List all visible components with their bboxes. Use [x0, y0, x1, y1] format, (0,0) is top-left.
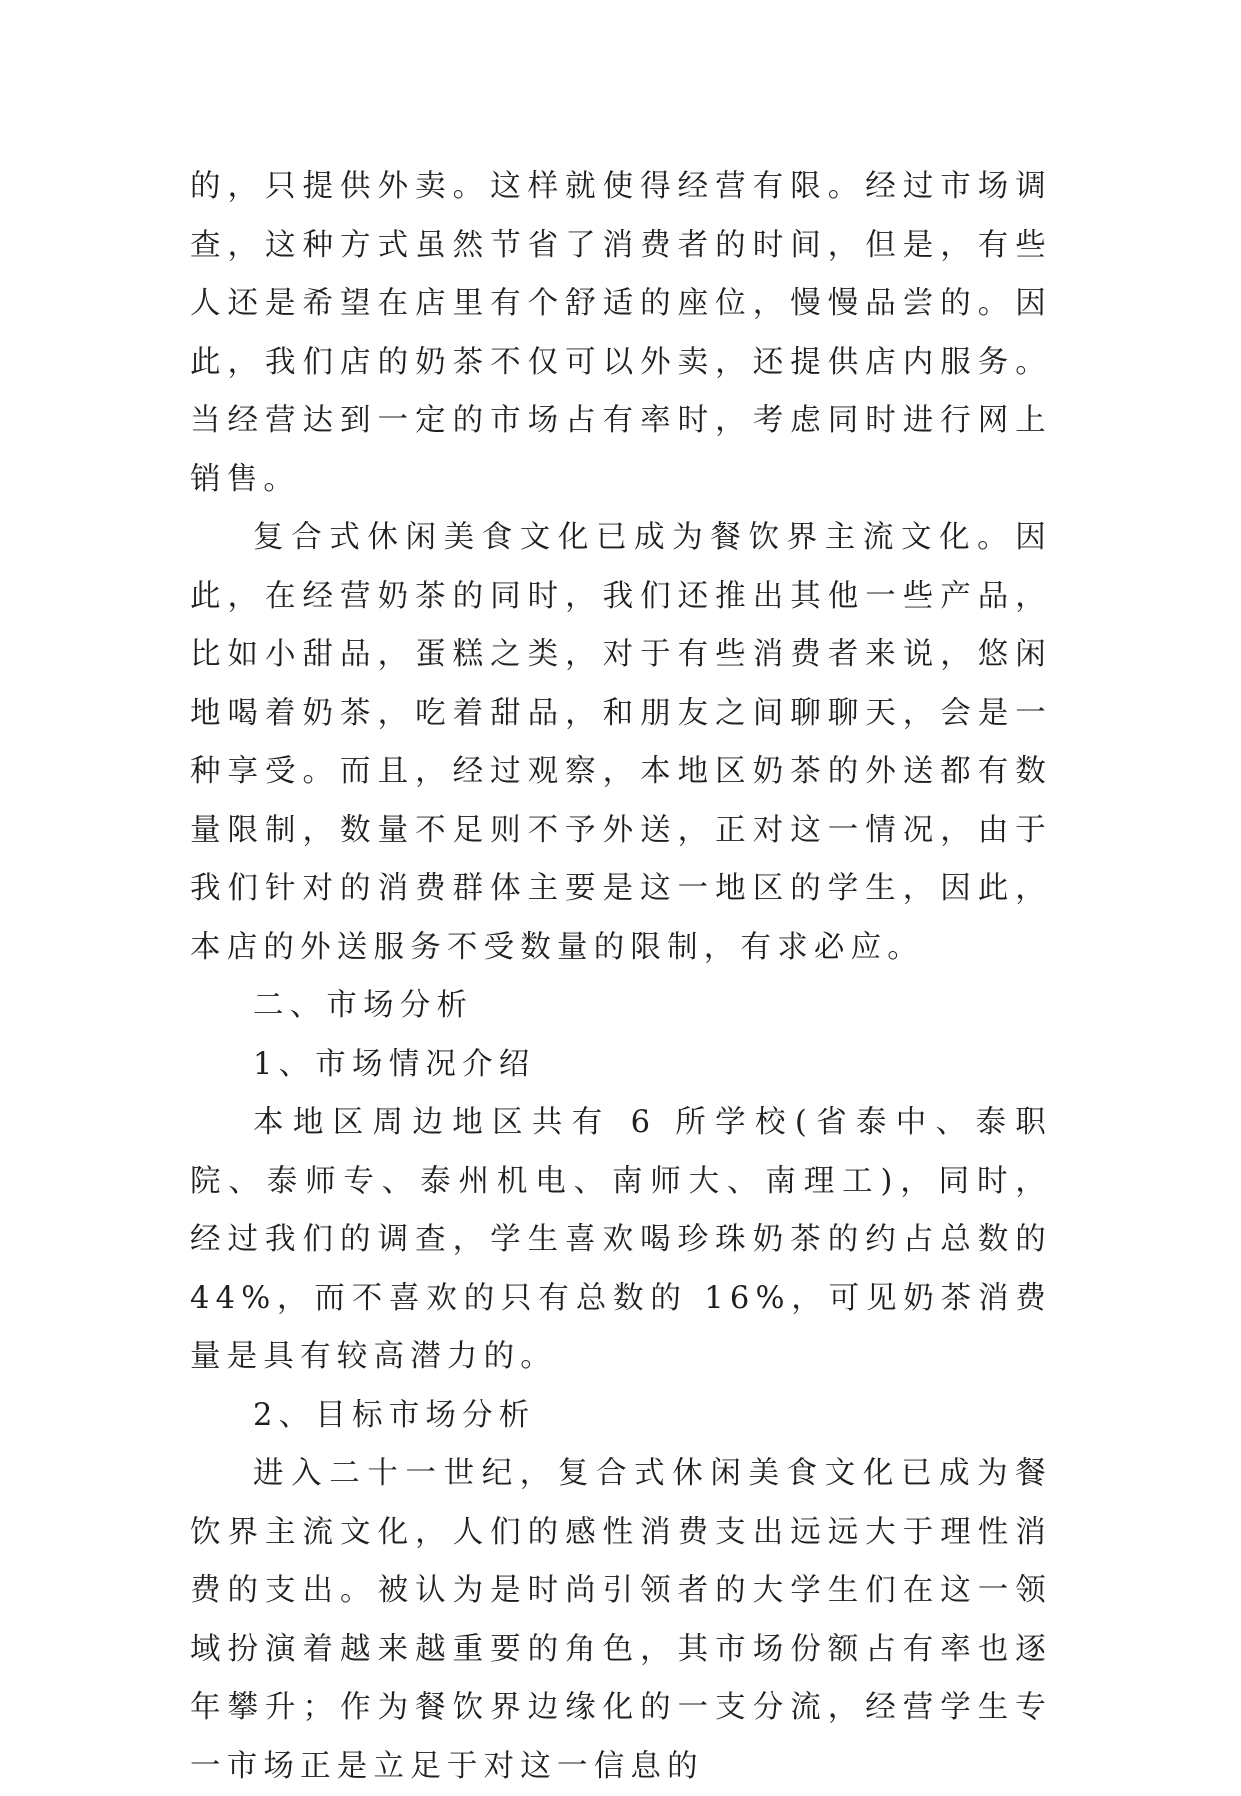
document-body [190, 158, 1052, 1796]
paragraph-twenty-first-century: 进入二十一世纪，复合式休闲美食文化已成为餐饮界主流文化，人们的感性消费支出远远大于理性消费的支出。被认为是时尚引领者的大学生们在这一领域扮演着越来越重要的角色，其市场份额占有率也逐年攀升；作为餐饮界边缘化的一支分流，经营学生专一市场正是立足于对这一信息的 [190, 1456, 1052, 1784]
subheading-market-overview: 1、市场情况介绍 [253, 1046, 536, 1082]
subheading-target-market: 2、目标市场分析 [253, 1397, 536, 1433]
paragraph-continued: 的，只提供外卖。这样就使得经营有限。经过市场调查，这种方式虽然节省了消费者的时间，但是，有些人还是希望在店里有个舒适的座位，慢慢品尝的。因此，我们店的奶茶不仅可以外卖，还提供店内服务。当经营达到一定的市场占有率时，考虑同时进行网上销售。 [190, 169, 1052, 497]
paragraph-compound-food-culture: 复合式休闲美食文化已成为餐饮界主流文化。因此，在经营奶茶的同时，我们还推出其他一些产品，比如小甜品，蛋糕之类，对于有些消费者来说，悠闲地喝着奶茶，吃着甜品，和朋友之间聊聊天，会是一种享受。而且，经过观察，本地区奶茶的外送都有数量限制，数量不足则不予外送，正对这一情况，由于我们针对的消费群体主要是这一地区的学生，因此，本店的外送服务不受数量的限制，有求必应。 [190, 520, 1052, 965]
paragraph-local-schools: 本地区周边地区共有 6 所学校(省泰中、泰职院、泰师专、泰州机电、南师大、南理工)，同时，经过我们的调查，学生喜欢喝珍珠奶茶的约占总数的 44%，而不喜欢的只有总数的 16%，可见奶茶消费量是具有较高潜力的。 [190, 1105, 1052, 1374]
section-heading-market-analysis: 二、市场分析 [253, 988, 474, 1023]
